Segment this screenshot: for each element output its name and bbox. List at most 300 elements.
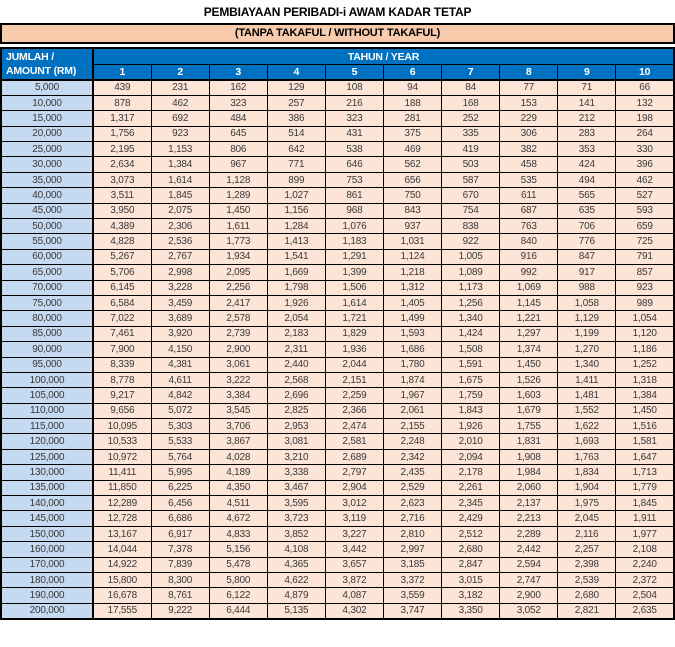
value-cell: 462 <box>151 95 209 110</box>
value-cell: 8,300 <box>151 573 209 588</box>
value-cell: 5,995 <box>151 465 209 480</box>
value-cell: 7,022 <box>93 311 151 326</box>
value-cell: 1,312 <box>383 280 441 295</box>
value-cell: 645 <box>209 126 267 141</box>
value-cell: 2,306 <box>151 219 209 234</box>
value-cell: 6,584 <box>93 295 151 310</box>
value-cell: 3,657 <box>325 557 383 572</box>
value-cell: 1,934 <box>209 249 267 264</box>
value-cell: 2,568 <box>267 372 325 387</box>
value-cell: 6,686 <box>151 511 209 526</box>
value-cell: 3,015 <box>442 573 500 588</box>
value-cell: 2,680 <box>558 588 616 603</box>
value-cell: 1,374 <box>500 342 558 357</box>
value-cell: 458 <box>500 157 558 172</box>
year-column-header: 3 <box>209 65 267 80</box>
value-cell: 2,998 <box>151 265 209 280</box>
value-cell: 419 <box>442 142 500 157</box>
value-cell: 3,545 <box>209 403 267 418</box>
value-cell: 917 <box>558 265 616 280</box>
value-cell: 494 <box>558 172 616 187</box>
value-cell: 283 <box>558 126 616 141</box>
table-row <box>1 280 674 295</box>
value-cell: 1,054 <box>616 311 674 326</box>
value-cell: 1,128 <box>209 172 267 187</box>
value-cell: 1,173 <box>442 280 500 295</box>
value-cell: 843 <box>383 203 441 218</box>
value-cell: 776 <box>558 234 616 249</box>
value-cell: 6,225 <box>151 480 209 495</box>
value-cell: 8,761 <box>151 588 209 603</box>
value-cell: 2,634 <box>93 157 151 172</box>
value-cell: 1,027 <box>267 188 325 203</box>
value-cell: 188 <box>383 95 441 110</box>
value-cell: 2,581 <box>325 434 383 449</box>
value-cell: 1,984 <box>500 465 558 480</box>
table-row <box>1 588 674 603</box>
table-row <box>1 265 674 280</box>
value-cell: 1,614 <box>325 295 383 310</box>
amount-cell: 100,000 <box>1 372 93 387</box>
value-cell: 2,240 <box>616 557 674 572</box>
value-cell: 806 <box>209 142 267 157</box>
value-cell: 1,129 <box>558 311 616 326</box>
value-cell: 4,381 <box>151 357 209 372</box>
value-cell: 2,739 <box>209 326 267 341</box>
year-column-header: 4 <box>267 65 325 80</box>
value-cell: 2,635 <box>616 603 674 618</box>
value-cell: 2,847 <box>442 557 500 572</box>
value-cell: 6,917 <box>151 526 209 541</box>
value-cell: 2,183 <box>267 326 325 341</box>
value-cell: 2,045 <box>558 511 616 526</box>
value-cell: 1,829 <box>325 326 383 341</box>
year-column-header: 9 <box>558 65 616 80</box>
value-cell: 2,696 <box>267 388 325 403</box>
value-cell: 12,289 <box>93 496 151 511</box>
amount-cell: 65,000 <box>1 265 93 280</box>
value-cell: 2,248 <box>383 434 441 449</box>
value-cell: 503 <box>442 157 500 172</box>
amount-cell: 170,000 <box>1 557 93 572</box>
value-cell: 10,533 <box>93 434 151 449</box>
value-cell: 2,623 <box>383 496 441 511</box>
value-cell: 1,424 <box>442 326 500 341</box>
value-cell: 791 <box>616 249 674 264</box>
value-cell: 162 <box>209 80 267 95</box>
value-cell: 66 <box>616 80 674 95</box>
value-cell: 1,675 <box>442 372 500 387</box>
subtitle-banner: (TANPA TAKAFUL / WITHOUT TAKAFUL) <box>0 23 675 44</box>
value-cell: 527 <box>616 188 674 203</box>
table-body <box>1 80 674 619</box>
value-cell: 4,150 <box>151 342 209 357</box>
value-cell: 2,512 <box>442 526 500 541</box>
value-cell: 1,977 <box>616 526 674 541</box>
amount-cell: 130,000 <box>1 465 93 480</box>
value-cell: 4,672 <box>209 511 267 526</box>
amount-cell: 55,000 <box>1 234 93 249</box>
value-cell: 1,270 <box>558 342 616 357</box>
value-cell: 2,474 <box>325 419 383 434</box>
value-cell: 6,444 <box>209 603 267 618</box>
value-cell: 4,108 <box>267 542 325 557</box>
table-row <box>1 511 674 526</box>
value-cell: 1,936 <box>325 342 383 357</box>
value-cell: 2,900 <box>209 342 267 357</box>
value-cell: 231 <box>151 80 209 95</box>
amount-cell: 180,000 <box>1 573 93 588</box>
value-cell: 2,997 <box>383 542 441 557</box>
value-cell: 71 <box>558 80 616 95</box>
value-cell: 763 <box>500 219 558 234</box>
value-cell: 3,852 <box>267 526 325 541</box>
value-cell: 514 <box>267 126 325 141</box>
value-cell: 562 <box>383 157 441 172</box>
value-cell: 3,459 <box>151 295 209 310</box>
value-cell: 439 <box>93 80 151 95</box>
value-cell: 2,578 <box>209 311 267 326</box>
value-cell: 1,721 <box>325 311 383 326</box>
value-cell: 2,137 <box>500 496 558 511</box>
value-cell: 5,533 <box>151 434 209 449</box>
amount-cell: 50,000 <box>1 219 93 234</box>
value-cell: 1,289 <box>209 188 267 203</box>
value-cell: 2,010 <box>442 434 500 449</box>
value-cell: 2,747 <box>500 573 558 588</box>
value-cell: 2,435 <box>383 465 441 480</box>
value-cell: 7,378 <box>151 542 209 557</box>
value-cell: 1,069 <box>500 280 558 295</box>
value-cell: 198 <box>616 111 674 126</box>
value-cell: 3,081 <box>267 434 325 449</box>
value-cell: 17,555 <box>93 603 151 618</box>
value-cell: 108 <box>325 80 383 95</box>
amount-cell: 20,000 <box>1 126 93 141</box>
table-row <box>1 465 674 480</box>
table-row <box>1 326 674 341</box>
value-cell: 6,122 <box>209 588 267 603</box>
value-cell: 1,843 <box>442 403 500 418</box>
value-cell: 5,135 <box>267 603 325 618</box>
value-cell: 861 <box>325 188 383 203</box>
value-cell: 10,972 <box>93 449 151 464</box>
value-cell: 229 <box>500 111 558 126</box>
value-cell: 382 <box>500 142 558 157</box>
value-cell: 2,810 <box>383 526 441 541</box>
table-row <box>1 157 674 172</box>
value-cell: 3,210 <box>267 449 325 464</box>
value-cell: 838 <box>442 219 500 234</box>
value-cell: 77 <box>500 80 558 95</box>
value-cell: 1,926 <box>442 419 500 434</box>
value-cell: 1,831 <box>500 434 558 449</box>
value-cell: 9,656 <box>93 403 151 418</box>
value-cell: 484 <box>209 111 267 126</box>
value-cell: 1,773 <box>209 234 267 249</box>
value-cell: 4,028 <box>209 449 267 464</box>
value-cell: 635 <box>558 203 616 218</box>
value-cell: 1,405 <box>383 295 441 310</box>
amount-cell: 145,000 <box>1 511 93 526</box>
value-cell: 2,440 <box>267 357 325 372</box>
year-column-header: 6 <box>383 65 441 80</box>
value-cell: 2,342 <box>383 449 441 464</box>
amount-cell: 105,000 <box>1 388 93 403</box>
value-cell: 5,764 <box>151 449 209 464</box>
value-cell: 2,539 <box>558 573 616 588</box>
value-cell: 141 <box>558 95 616 110</box>
table-row <box>1 311 674 326</box>
value-cell: 1,845 <box>151 188 209 203</box>
value-cell: 754 <box>442 203 500 218</box>
value-cell: 431 <box>325 126 383 141</box>
value-cell: 212 <box>558 111 616 126</box>
value-cell: 670 <box>442 188 500 203</box>
value-cell: 922 <box>442 234 500 249</box>
value-cell: 2,044 <box>325 357 383 372</box>
value-cell: 3,372 <box>383 573 441 588</box>
value-cell: 1,593 <box>383 326 441 341</box>
value-cell: 1,541 <box>267 249 325 264</box>
year-column-header: 7 <box>442 65 500 80</box>
value-cell: 1,340 <box>442 311 500 326</box>
value-cell: 3,222 <box>209 372 267 387</box>
value-cell: 3,689 <box>151 311 209 326</box>
rate-table <box>0 47 675 620</box>
value-cell: 153 <box>500 95 558 110</box>
value-cell: 12,728 <box>93 511 151 526</box>
value-cell: 2,504 <box>616 588 674 603</box>
amount-cell: 135,000 <box>1 480 93 495</box>
amount-cell: 120,000 <box>1 434 93 449</box>
value-cell: 3,185 <box>383 557 441 572</box>
value-cell: 375 <box>383 126 441 141</box>
value-cell: 4,350 <box>209 480 267 495</box>
value-cell: 424 <box>558 157 616 172</box>
value-cell: 2,108 <box>616 542 674 557</box>
value-cell: 1,411 <box>558 372 616 387</box>
table-row <box>1 172 674 187</box>
table-row <box>1 80 674 95</box>
value-cell: 11,411 <box>93 465 151 480</box>
value-cell: 2,797 <box>325 465 383 480</box>
value-cell: 1,693 <box>558 434 616 449</box>
value-cell: 937 <box>383 219 441 234</box>
value-cell: 1,450 <box>616 403 674 418</box>
table-row <box>1 342 674 357</box>
table-row <box>1 526 674 541</box>
value-cell: 1,614 <box>151 172 209 187</box>
value-cell: 2,289 <box>500 526 558 541</box>
value-cell: 3,227 <box>325 526 383 541</box>
value-cell: 1,183 <box>325 234 383 249</box>
value-cell: 1,669 <box>267 265 325 280</box>
value-cell: 642 <box>267 142 325 157</box>
table-row <box>1 403 674 418</box>
value-cell: 2,075 <box>151 203 209 218</box>
value-cell: 1,611 <box>209 219 267 234</box>
value-cell: 1,156 <box>267 203 325 218</box>
value-cell: 1,679 <box>500 403 558 418</box>
value-cell: 1,089 <box>442 265 500 280</box>
value-cell: 10,095 <box>93 419 151 434</box>
value-cell: 4,087 <box>325 588 383 603</box>
value-cell: 323 <box>325 111 383 126</box>
value-cell: 330 <box>616 142 674 157</box>
value-cell: 2,213 <box>500 511 558 526</box>
value-cell: 257 <box>267 95 325 110</box>
value-cell: 1,124 <box>383 249 441 264</box>
value-cell: 306 <box>500 126 558 141</box>
value-cell: 5,072 <box>151 403 209 418</box>
value-cell: 2,094 <box>442 449 500 464</box>
amount-cell: 60,000 <box>1 249 93 264</box>
amount-cell: 25,000 <box>1 142 93 157</box>
value-cell: 7,900 <box>93 342 151 357</box>
value-cell: 4,842 <box>151 388 209 403</box>
value-cell: 4,389 <box>93 219 151 234</box>
value-cell: 3,511 <box>93 188 151 203</box>
value-cell: 4,611 <box>151 372 209 387</box>
value-cell: 4,511 <box>209 496 267 511</box>
value-cell: 878 <box>93 95 151 110</box>
amount-cell: 125,000 <box>1 449 93 464</box>
value-cell: 1,759 <box>442 388 500 403</box>
value-cell: 84 <box>442 80 500 95</box>
value-cell: 5,156 <box>209 542 267 557</box>
value-cell: 3,920 <box>151 326 209 341</box>
value-cell: 2,398 <box>558 557 616 572</box>
value-cell: 1,031 <box>383 234 441 249</box>
amount-cell: 90,000 <box>1 342 93 357</box>
value-cell: 2,716 <box>383 511 441 526</box>
value-cell: 1,256 <box>442 295 500 310</box>
value-cell: 2,155 <box>383 419 441 434</box>
value-cell: 899 <box>267 172 325 187</box>
value-cell: 923 <box>616 280 674 295</box>
value-cell: 692 <box>151 111 209 126</box>
value-cell: 646 <box>325 157 383 172</box>
value-cell: 1,199 <box>558 326 616 341</box>
value-cell: 1,005 <box>442 249 500 264</box>
year-column-header: 1 <box>93 65 151 80</box>
amount-header-line2: AMOUNT (RM) <box>6 65 77 77</box>
value-cell: 3,442 <box>325 542 383 557</box>
value-cell: 2,195 <box>93 142 151 157</box>
amount-cell: 5,000 <box>1 80 93 95</box>
value-cell: 5,267 <box>93 249 151 264</box>
table-row <box>1 234 674 249</box>
value-cell: 1,516 <box>616 419 674 434</box>
value-cell: 750 <box>383 188 441 203</box>
value-cell: 5,303 <box>151 419 209 434</box>
value-cell: 3,467 <box>267 480 325 495</box>
value-cell: 3,119 <box>325 511 383 526</box>
value-cell: 1,318 <box>616 372 674 387</box>
value-cell: 587 <box>442 172 500 187</box>
value-cell: 989 <box>616 295 674 310</box>
table-row <box>1 372 674 387</box>
amount-cell: 40,000 <box>1 188 93 203</box>
value-cell: 2,689 <box>325 449 383 464</box>
value-cell: 2,116 <box>558 526 616 541</box>
value-cell: 1,845 <box>616 496 674 511</box>
value-cell: 1,967 <box>383 388 441 403</box>
value-cell: 3,867 <box>209 434 267 449</box>
value-cell: 1,874 <box>383 372 441 387</box>
value-cell: 396 <box>616 157 674 172</box>
value-cell: 2,061 <box>383 403 441 418</box>
value-cell: 1,291 <box>325 249 383 264</box>
amount-cell: 35,000 <box>1 172 93 187</box>
amount-cell: 80,000 <box>1 311 93 326</box>
table-row <box>1 434 674 449</box>
value-cell: 1,399 <box>325 265 383 280</box>
value-cell: 1,506 <box>325 280 383 295</box>
value-cell: 2,345 <box>442 496 500 511</box>
value-cell: 3,073 <box>93 172 151 187</box>
value-cell: 1,120 <box>616 326 674 341</box>
value-cell: 2,536 <box>151 234 209 249</box>
value-cell: 1,911 <box>616 511 674 526</box>
value-cell: 9,222 <box>151 603 209 618</box>
value-cell: 6,456 <box>151 496 209 511</box>
value-cell: 2,904 <box>325 480 383 495</box>
value-cell: 2,259 <box>325 388 383 403</box>
value-cell: 252 <box>442 111 500 126</box>
value-cell: 4,833 <box>209 526 267 541</box>
table-row <box>1 142 674 157</box>
value-cell: 281 <box>383 111 441 126</box>
value-cell: 992 <box>500 265 558 280</box>
year-column-header: 5 <box>325 65 383 80</box>
value-cell: 1,284 <box>267 219 325 234</box>
value-cell: 9,217 <box>93 388 151 403</box>
value-cell: 1,755 <box>500 419 558 434</box>
value-cell: 656 <box>383 172 441 187</box>
value-cell: 1,186 <box>616 342 674 357</box>
value-cell: 1,450 <box>209 203 267 218</box>
value-cell: 264 <box>616 126 674 141</box>
value-cell: 1,713 <box>616 465 674 480</box>
table-row <box>1 203 674 218</box>
value-cell: 538 <box>325 142 383 157</box>
value-cell: 6,145 <box>93 280 151 295</box>
value-cell: 11,850 <box>93 480 151 495</box>
value-cell: 2,366 <box>325 403 383 418</box>
value-cell: 1,153 <box>151 142 209 157</box>
value-cell: 3,350 <box>442 603 500 618</box>
value-cell: 16,678 <box>93 588 151 603</box>
amount-cell: 110,000 <box>1 403 93 418</box>
value-cell: 14,044 <box>93 542 151 557</box>
value-cell: 753 <box>325 172 383 187</box>
value-cell: 13,167 <box>93 526 151 541</box>
amount-cell: 190,000 <box>1 588 93 603</box>
value-cell: 1,834 <box>558 465 616 480</box>
value-cell: 1,686 <box>383 342 441 357</box>
value-cell: 2,429 <box>442 511 500 526</box>
table-row <box>1 357 674 372</box>
amount-cell: 45,000 <box>1 203 93 218</box>
value-cell: 1,481 <box>558 388 616 403</box>
value-cell: 2,680 <box>442 542 500 557</box>
year-column-header: 10 <box>616 65 674 80</box>
header-row-top <box>1 48 674 65</box>
value-cell: 611 <box>500 188 558 203</box>
value-cell: 1,252 <box>616 357 674 372</box>
